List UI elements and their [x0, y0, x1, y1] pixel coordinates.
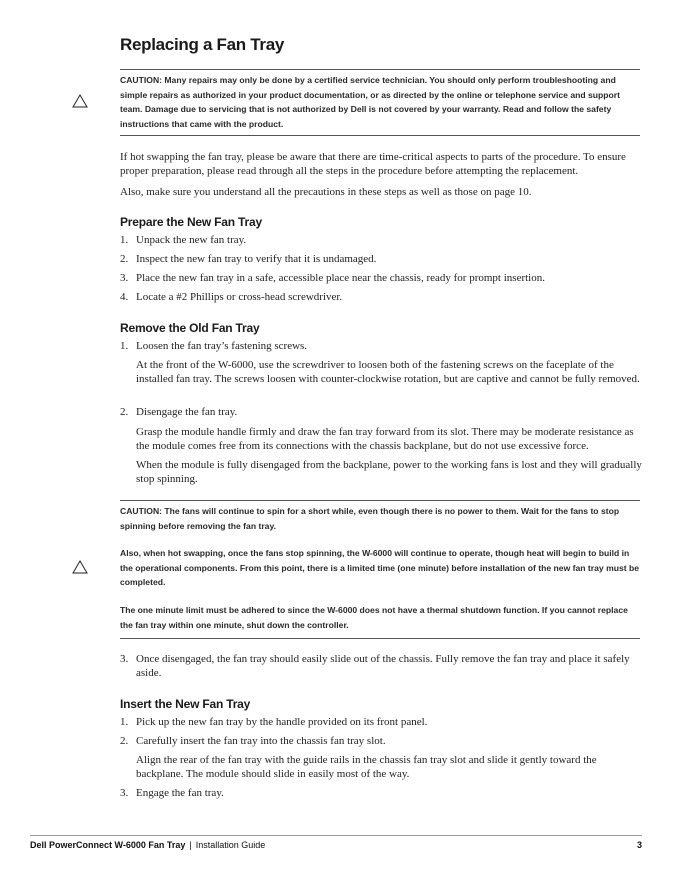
intro-paragraph: Also, make sure you understand all the precautions in these steps as well as those on page 10. [120, 186, 532, 198]
step-text: Pick up the new fan tray by the handle provided on its front panel. [136, 716, 428, 728]
step-text: Unpack the new fan tray. [136, 234, 247, 246]
footer-guide: Installation Guide [195, 840, 266, 850]
step-text: Locate a #2 Phillips or cross-head screwdriver. [136, 291, 343, 303]
step-text: Carefully insert the fan tray into the chassis fan tray slot. [136, 735, 386, 747]
step-number: 2. [120, 406, 129, 418]
step-detail: Align the rear of the fan tray with the guide rails in the chassis fan tray slot and slide it gently toward the backplane. The module should slide in easily most of the way. [136, 754, 597, 780]
list-item [120, 734, 642, 748]
list-item [120, 252, 642, 266]
intro-paragraph: If hot swapping the fan tray, please be aware that there are time-critical aspects to parts of the procedure. To ensure proper preparation, please read through all the steps in the procedure before attempting the replacement. [120, 151, 626, 177]
step-detail: When the module is fully disengaged from the backplane, power to the working fans is lost and they will gradually stop spinning. [136, 459, 642, 485]
step-detail: At the front of the W-6000, use the screwdriver to loosen both of the fastening screws on the faceplate of the installed fan tray. The screws loosen with counter-clockwise rotation, but are captive and cannot be fully removed. [136, 359, 640, 385]
warning-triangle-icon [72, 94, 88, 108]
page-title: Replacing a Fan Tray [120, 35, 285, 54]
footer-separator: | [189, 840, 192, 850]
list-item [120, 405, 642, 419]
list-item [120, 339, 642, 353]
caution-text: CAUTION: The fans will continue to spin for a short while, even though there is no power to them. Wait for the fans to stop spinning before removing the fan tray. [120, 506, 620, 531]
list-item [120, 652, 642, 680]
step-number: 1. [120, 234, 129, 246]
caution-notice [120, 69, 640, 136]
caution-text: CAUTION: Many repairs may only be done by a certified service technician. You should only perform troubleshooting and simple repairs as authorized in your product documentation, or as directed by the online or telephone service and support team. Damage due to servicing that is not authorized by Dell is not covered by your warranty. Read and follow the safety instructions that came with the product. [120, 75, 620, 129]
step-text: Inspect the new fan tray to verify that it is undamaged. [136, 253, 377, 265]
step-number: 2. [120, 253, 129, 265]
step-text: Once disengaged, the fan tray should easily slide out of the chassis. Fully remove the fan tray and place it safely aside. [136, 653, 630, 679]
section-heading-remove: Remove the Old Fan Tray [120, 321, 260, 335]
step-text: Loosen the fan tray’s fastening screws. [136, 340, 308, 352]
list-item [120, 786, 642, 800]
caution-text: Also, when hot swapping, once the fans stop spinning, the W-6000 will continue to operate, though heat will begin to build in the operational components. From this point, there is a limited time (one minute) before installation of the new fan tray must be completed. [120, 548, 640, 588]
step-text: Disengage the fan tray. [136, 406, 238, 418]
step-number: 3. [120, 653, 129, 665]
step-text: Engage the fan tray. [136, 787, 224, 799]
step-number: 1. [120, 340, 129, 352]
list-item [120, 715, 642, 729]
step-number: 4. [120, 291, 129, 303]
step-number: 3. [120, 272, 129, 284]
section-heading-insert: Insert the New Fan Tray [120, 697, 251, 711]
warning-triangle-icon [72, 560, 88, 574]
list-item [120, 290, 642, 304]
caution-notice [120, 500, 640, 639]
page-footer [30, 840, 642, 850]
step-detail: Grasp the module handle firmly and draw the fan tray forward from its slot. There may be moderate resistance as the module comes free from its connections with the chassis backplane, but do not use excessive force. [136, 426, 634, 452]
page-number: 3 [636, 840, 642, 850]
list-item [120, 271, 642, 285]
list-item [120, 233, 642, 247]
caution-text: The one minute limit must be adhered to since the W-6000 does not have a thermal shutdown function. If you cannot replace the fan tray within one minute, shut down the controller. [120, 604, 628, 630]
footer-product: Dell PowerConnect W-6000 Fan Tray [30, 840, 186, 850]
step-number: 2. [120, 735, 129, 747]
step-number: 3. [120, 787, 129, 799]
section-heading-prepare: Prepare the New Fan Tray [120, 215, 262, 229]
step-number: 1. [120, 716, 129, 728]
step-text: Place the new fan tray in a safe, accessible place near the chassis, ready for prompt insertion. [136, 272, 545, 284]
footer-divider [30, 835, 642, 836]
